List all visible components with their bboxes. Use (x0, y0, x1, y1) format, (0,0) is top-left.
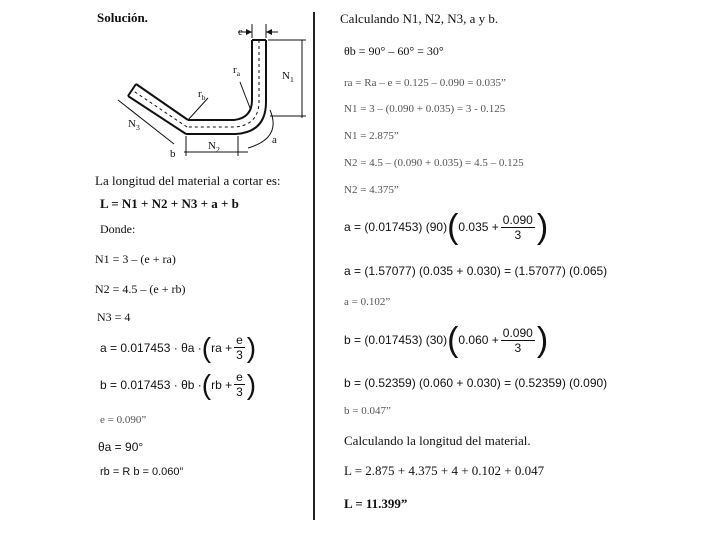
label-n3: $N_3$ (128, 118, 140, 133)
e-value: e = 0.090” (100, 414, 147, 426)
b-specific-num: 0.090 (502, 325, 533, 340)
b-specific-term: 0.060 + (458, 333, 499, 347)
a-specific-num: 0.090 (502, 212, 533, 227)
theta-a-value: θa = 90° (98, 440, 144, 454)
a-specific-term: 0.035 + (458, 220, 499, 234)
e-arrowhead-right (266, 29, 272, 35)
length-heading: La longitud del material a cortar es: (95, 173, 281, 188)
ra-calc: ra = Ra – e = 0.125 – 0.090 = 0.035” (344, 77, 506, 89)
label-rb: $r_b$ (198, 88, 206, 103)
ra-leader (240, 82, 250, 108)
label-e: e (238, 26, 243, 38)
theta-b-calc: θb = 90° – 60° = 30° (344, 44, 444, 58)
length-sum: L = 2.875 + 4.375 + 4 + 0.102 + 0.047 (344, 463, 545, 478)
a-formula-r: ra + (211, 340, 233, 355)
label-n1: $N_1$ (282, 70, 294, 85)
length-calc-heading: Calculando la longitud del material. (344, 433, 531, 448)
n2-equation: N2 = 4.5 – (e + rb) (95, 282, 186, 296)
e-arrowhead-left (246, 29, 252, 35)
a-formula-num: e (236, 333, 243, 347)
n1-result: N1 = 2.875” (344, 130, 399, 142)
slanted-inner-edge (136, 84, 188, 120)
n1-equation: N1 = 3 – (e + ra) (95, 252, 176, 266)
n2-result: N2 = 4.375” (344, 184, 399, 196)
a-specific-prefix: a = (0.017453) (90) (344, 220, 448, 234)
a-result: a = 0.102” (344, 296, 391, 308)
donde-label: Donde: (100, 222, 136, 236)
b-formula-r: rb + (211, 377, 233, 392)
label-a: a (272, 134, 277, 146)
a-specific-den: 3 (514, 227, 522, 242)
rb-value: rb = R b = 0.060” (100, 466, 184, 478)
bar-inner-edge (188, 40, 252, 120)
b-formula-prefix: b = 0.017453 · θb · (100, 377, 202, 392)
n2-calc: N2 = 4.5 – (0.090 + 0.035) = 4.5 – 0.125 (344, 157, 524, 169)
a-formula-den: 3 (236, 348, 243, 362)
a-general-formula: a = 0.017453 · θa · ( ra + $\frac{e}{3}$ ) (100, 331, 257, 363)
n3-equation: N3 = 4 (97, 310, 131, 324)
b-result: b = 0.047” (344, 405, 391, 417)
a-calc: a = (1.57077) (0.035 + 0.030) = (1.57077) (0.065) (344, 264, 608, 278)
b-general-formula: b = 0.017453 · θb · ( rb + $\frac{e}{3}$ ) (100, 368, 257, 400)
solution-heading: Solución. (97, 10, 148, 25)
n1-calc: N1 = 3 – (0.090 + 0.035) = 3 - 0.125 (344, 103, 506, 115)
length-formula: L = N1 + N2 + N3 + a + b (100, 196, 239, 211)
b-formula-den: 3 (236, 385, 243, 399)
a-specific-formula: a = (0.017453) (90) ( 0.035 + $\frac{0.090}{3}$ ) (344, 208, 549, 246)
b-calc: b = (0.52359) (0.060 + 0.030) = (0.52359) (0.090) (344, 376, 608, 390)
label-n2: $N_2$ (208, 140, 220, 155)
b-specific-formula: b = (0.017453) (30) ( 0.060 + $\frac{0.090}{3}$ ) (344, 321, 549, 359)
b-specific-prefix: b = (0.017453) (30) (344, 333, 448, 347)
slanted-end (128, 84, 136, 96)
label-ra: $r_a$ (233, 64, 241, 79)
b-formula-num: e (236, 370, 243, 384)
right-heading: Calculando N1, N2, N3, a y b. (340, 11, 499, 26)
a-formula-prefix: a = 0.017453 · θa · (100, 340, 202, 355)
length-result: L = 11.399” (344, 496, 408, 511)
slanted-neutral-axis (132, 90, 187, 127)
column-divider (313, 12, 315, 520)
b-specific-den: 3 (514, 340, 522, 355)
label-b: b (170, 148, 176, 160)
